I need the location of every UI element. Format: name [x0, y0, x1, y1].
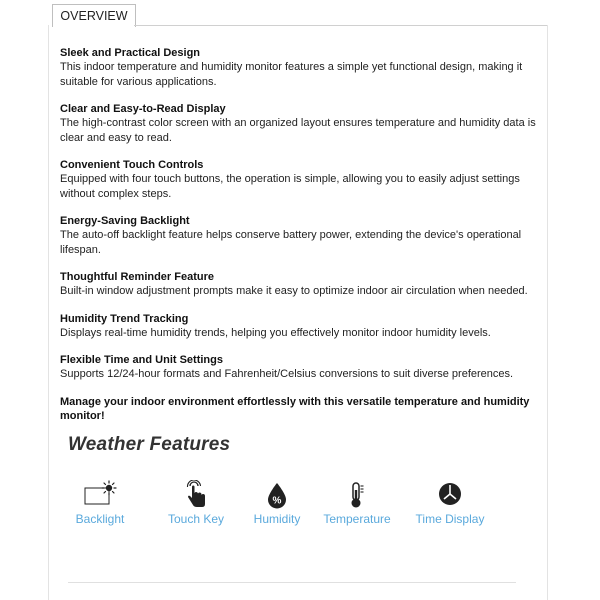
- section-title: Sleek and Practical Design: [60, 47, 201, 59]
- section-body: Equipped with four touch buttons, the operation is simple, allowing you to easily adjust settings without complex steps.: [60, 173, 520, 200]
- feature-label: Humidity: [253, 512, 301, 526]
- tab-bar: [48, 0, 548, 26]
- section-body: Displays real-time humidity trends, helping you effectively monitor indoor humidity levels.: [60, 326, 491, 339]
- section-backlight: [60, 214, 538, 257]
- feature-temperature: [312, 480, 402, 526]
- section-time-units: [60, 353, 538, 382]
- section-title: Humidity Trend Tracking: [60, 312, 189, 325]
- feature-label: Backlight: [75, 512, 125, 526]
- touch-key-icon: [151, 480, 241, 510]
- section-title: Energy-Saving Backlight: [60, 215, 190, 227]
- feature-label: Touch Key: [167, 512, 225, 526]
- section-title: Thoughtful Reminder Feature: [60, 271, 214, 283]
- feature-touch-key: [151, 480, 241, 526]
- feature-time-display: [405, 480, 495, 526]
- feature-humidity: [232, 480, 322, 526]
- bottom-divider: [68, 582, 516, 583]
- feature-label: Temperature: [323, 512, 391, 526]
- section-reminder: [60, 270, 538, 299]
- closing-statement: Manage your indoor environment effortlessly with this versatile temperature and humidity monitor!: [60, 395, 530, 422]
- humidity-icon: [232, 480, 322, 510]
- backlight-icon: [55, 480, 145, 510]
- section-body: Built-in window adjustment prompts make it easy to optimize indoor air circulation when needed.: [60, 285, 528, 297]
- section-display: [60, 102, 538, 145]
- feature-backlight: [55, 480, 145, 526]
- section-title: Flexible Time and Unit Settings: [60, 354, 223, 366]
- section-design: [60, 46, 538, 89]
- section-title: Convenient Touch Controls: [60, 159, 204, 171]
- weather-features-title: Weather Features: [68, 434, 231, 455]
- thermometer-icon: [312, 480, 402, 510]
- feature-label: Time Display: [415, 512, 485, 526]
- overview-content: [60, 46, 538, 423]
- section-title: Clear and Easy-to-Read Display: [60, 103, 226, 115]
- section-body: The auto-off backlight feature helps conserve battery power, extending the device's operational lifespan.: [60, 229, 522, 256]
- section-touch: [60, 158, 538, 201]
- svg-text:%: %: [272, 495, 282, 507]
- section-body: Supports 12/24-hour formats and Fahrenheit/Celsius conversions to suit diverse preferences.: [60, 368, 514, 380]
- clock-icon: [405, 480, 495, 510]
- section-body: The high-contrast color screen with an organized layout ensures temperature and humidity data is clear and easy to read.: [60, 117, 536, 144]
- section-humidity-trend: [60, 312, 538, 341]
- tab-overview[interactable]: OVERVIEW: [52, 4, 136, 27]
- section-body: This indoor temperature and humidity monitor features a simple yet functional design, making it suitable for various applications.: [60, 61, 523, 88]
